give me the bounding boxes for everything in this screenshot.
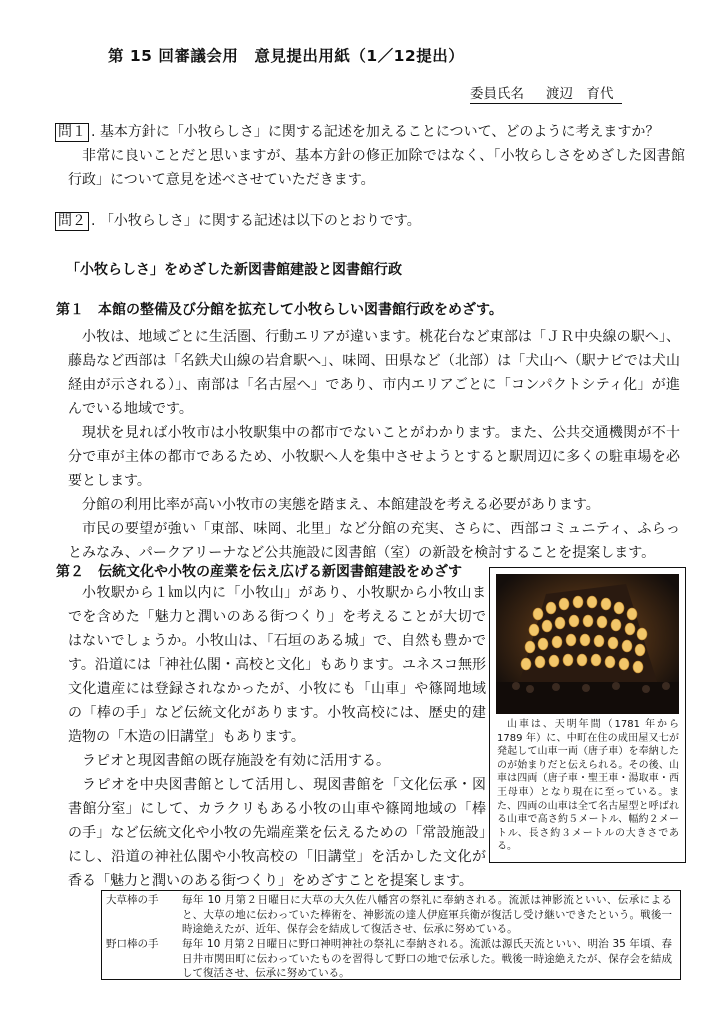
section1-paragraph: 現状を見れば小牧市は小牧駅集中の都市でないことがわかります。また、公共交通機関が不十分で車が主体の都市であるため、小牧駅へ人を集中させようとすると駅周辺に多くの駐車場を必要とします。 [68, 425, 680, 489]
q1-question: . 基本方針に「小牧らしさ」に関する記述を加えることについて、どのように考えますか？ [91, 124, 660, 140]
member-label: 委員氏名 [470, 86, 524, 102]
notes-box [101, 890, 681, 980]
question-1 [55, 120, 685, 192]
section2-paragraph: ラピオと現図書館の既存施設を有効に活用する。 [82, 753, 390, 769]
note-text: 毎年 10 月第２日曜日に大草の大久佐八幡宮の祭礼に奉納される。流派は神影流といい、伝承によると、大草の地に伝わっていた棒術を、神影流の達人伊庭軍兵衛が復活し受け継いできたという。戦後一時途絶えたが、近年、保存会を結成して復活させ、伝承に努めている。 [182, 894, 672, 935]
page-title: 第 15 回審議会用 意見提出用紙（1／12提出） [108, 47, 465, 65]
section1-body [68, 325, 680, 565]
q2-label: 問２ [55, 212, 89, 231]
section1-paragraph: 市民の要望が強い「東部、味岡、北里」など分館の充実、さらに、西部コミュニティ、ふらっとみなみ、パークアリーナなど公共施設に図書館（室）の新設を検討することを提案します。 [68, 521, 680, 561]
photo-caption: 山車は、天明年間（1781 年から 1789 年）に、中町在住の成田屋又七が発起して山車一両（唐子車）を奉納したのが始まりだと伝えられる。その後、山車は四両（唐子車・聖王車・湯取車・西王母車）となり現在に至っている。また、四両の山車は全て名古屋型と呼ばれる山車で高さ約５メートル、幅約２メートル、長さ約３メートルの大きさである。 [497, 719, 679, 853]
section1-paragraph: 小牧は、地域ごとに生活圏、行動エリアが違います。桃花台など東部は「ＪＲ中央線の駅へ」、藤島など西部は「名鉄犬山線の岩倉駅へ」、味岡、田県など（北部）は「犬山へ（駅ナビでは犬山経由が示される）」、南部は「名古屋へ」であり、市内エリアごとに「コンパクトシティ化」が進んでいる地域です。 [68, 329, 680, 417]
note-name: 大草棒の手 [106, 894, 159, 906]
q1-label: 問１ [55, 123, 89, 142]
member-name-line [470, 82, 622, 104]
section2-body [68, 581, 486, 893]
member-name: 渡辺 育代 [546, 86, 614, 102]
note-name: 野口棒の手 [106, 938, 159, 950]
main-heading: 「小牧らしさ」をめざした新図書館建設と図書館行政 [66, 262, 402, 278]
question-2 [55, 209, 421, 233]
section2-heading: 第２ 伝統文化や小牧の産業を伝え広げる新図書館建設をめざす [56, 564, 462, 580]
note-text: 毎年 10 月第２日曜日に野口神明神社の祭礼に奉納される。流派は源氏天流といい、明治 35 年頃、春日井市関田町に伝わっていたものを習得して野口の地で伝承した。戦後一時途絶えたが、保存会を結成して復活させ、伝承に努めている。 [182, 938, 672, 979]
section1-paragraph: 分館の利用比率が高い小牧市の実態を踏まえ、本館建設を考える必要があります。 [82, 497, 600, 513]
q2-question: . 「小牧らしさ」に関する記述は以下のとおりです。 [91, 213, 421, 229]
festival-float-photo [496, 574, 679, 714]
section2-paragraph: 小牧駅から１㎞以内に「小牧山」があり、小牧駅から小牧山までを含めた「魅力と潤いのある街つくり」を考えることが大切ではないでしょうか。小牧山は、「石垣のある城」で、自然も豊かです。沿道には「神社仏閣・高校と文化」もあります。ユネスコ無形文化遺産には登録されなかったが、小牧にも「山車」や篠岡地域の「棒の手」など伝統文化があります。小牧高校には、歴史的建造物の「木造の旧講堂」もあります。 [68, 585, 486, 745]
section1-heading: 第１ 本館の整備及び分館を拡充して小牧らしい図書館行政をめざす。 [56, 302, 503, 318]
q1-answer: 非常に良いことだと思いますが、基本方針の修正加除ではなく、「小牧らしさをめざした図書館行政」について意見を述べさせていただきます。 [68, 148, 685, 188]
section2-paragraph: ラピオを中央図書館として活用し、現図書館を「文化伝承・図書館分室」にして、カラクリもある小牧の山車や篠岡地域の「棒の手」など伝統文化や小牧の先端産業を伝えるための「常設施設」にし、沿道の神社仏閣や小牧高校の「旧講堂」を活かした文化が香る「魅力と潤いのある街つくり」をめざすことを提案します。 [68, 777, 486, 889]
